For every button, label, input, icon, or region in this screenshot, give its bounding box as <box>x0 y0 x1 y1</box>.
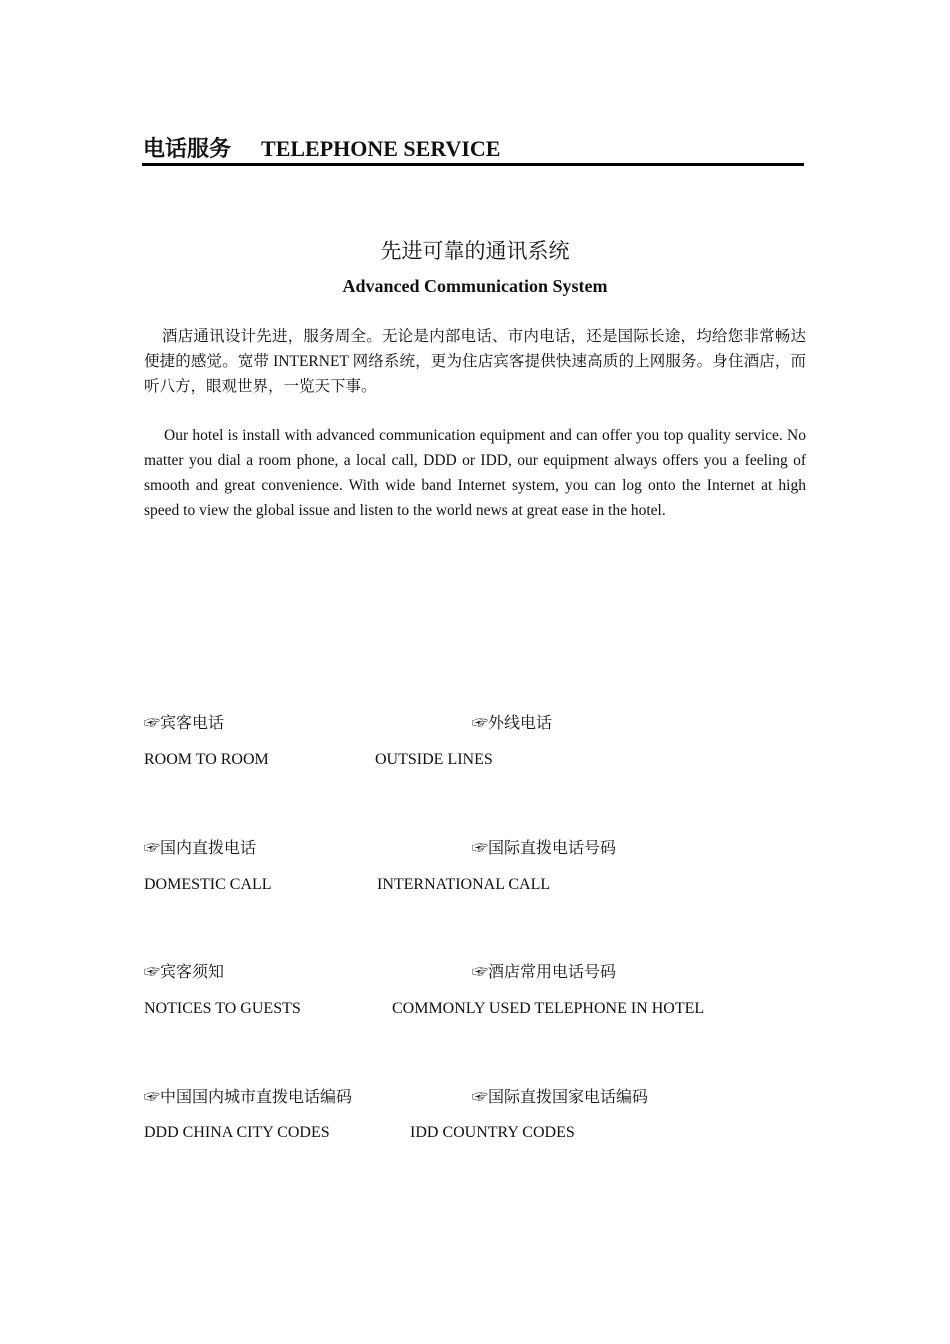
header-rule <box>142 163 804 166</box>
menu-hotel-telephone-cn[interactable]: ☞酒店常用电话号码 <box>472 964 617 981</box>
intro-paragraph-cn: 酒店通讯设计先进，服务周全。无论是内部电话、市内电话，还是国际长途，均给您非常畅达便捷的感觉。宽带 INTERNET 网络系统，更为住店宾客提供快速高质的上网服务。身住酒店，而听八方，眼观世界，一览天下事。 <box>144 328 806 395</box>
menu-outside-lines-en[interactable]: OUTSIDE LINES <box>375 751 493 768</box>
menu-room-to-room-en[interactable]: ROOM TO ROOM <box>144 751 269 768</box>
menu-idd-country-codes-en[interactable]: IDD COUNTRY CODES <box>410 1124 575 1141</box>
menu-international-call-cn[interactable]: ☞国际直拨电话号码 <box>472 840 617 857</box>
header-title-en: TELEPHONE SERVICE <box>261 136 501 161</box>
menu-notices-to-guests-en[interactable]: NOTICES TO GUESTS <box>144 1000 301 1017</box>
menu-international-call-en[interactable]: INTERNATIONAL CALL <box>377 876 551 893</box>
menu-ddd-city-codes-cn[interactable]: ☞中国国内城市直拨电话编码 <box>144 1089 353 1106</box>
intro-paragraph-en: Our hotel is install with advanced communication equipment and can offer you top quality service. No matter you dial a room phone, a local call, DDD or IDD, our equipment always offers you a feeling of smooth and great convenience. With wide band Internet system, you can log onto the Internet at high speed to view the global issue and listen to the world news at great ease in the hotel. <box>144 427 806 519</box>
menu-ddd-city-codes-en[interactable]: DDD CHINA CITY CODES <box>144 1124 330 1141</box>
menu-hotel-telephone-en[interactable]: COMMONLY USED TELEPHONE IN HOTEL <box>392 1000 705 1017</box>
section-title-en: Advanced Communication System <box>342 276 608 296</box>
menu-notices-to-guests-cn[interactable]: ☞宾客须知 <box>144 964 225 981</box>
header-title-cn: 电话服务 <box>143 136 232 161</box>
menu-domestic-call-en[interactable]: DOMESTIC CALL <box>144 876 272 893</box>
menu-room-to-room-cn[interactable]: ☞宾客电话 <box>144 715 225 732</box>
section-title-cn: 先进可靠的通讯系统 <box>380 239 570 263</box>
menu-idd-country-codes-cn[interactable]: ☞国际直拨国家电话编码 <box>472 1089 649 1106</box>
menu-domestic-call-cn[interactable]: ☞国内直拨电话 <box>144 840 257 857</box>
page-header <box>143 134 803 164</box>
menu-outside-lines-cn[interactable]: ☞外线电话 <box>472 715 553 732</box>
